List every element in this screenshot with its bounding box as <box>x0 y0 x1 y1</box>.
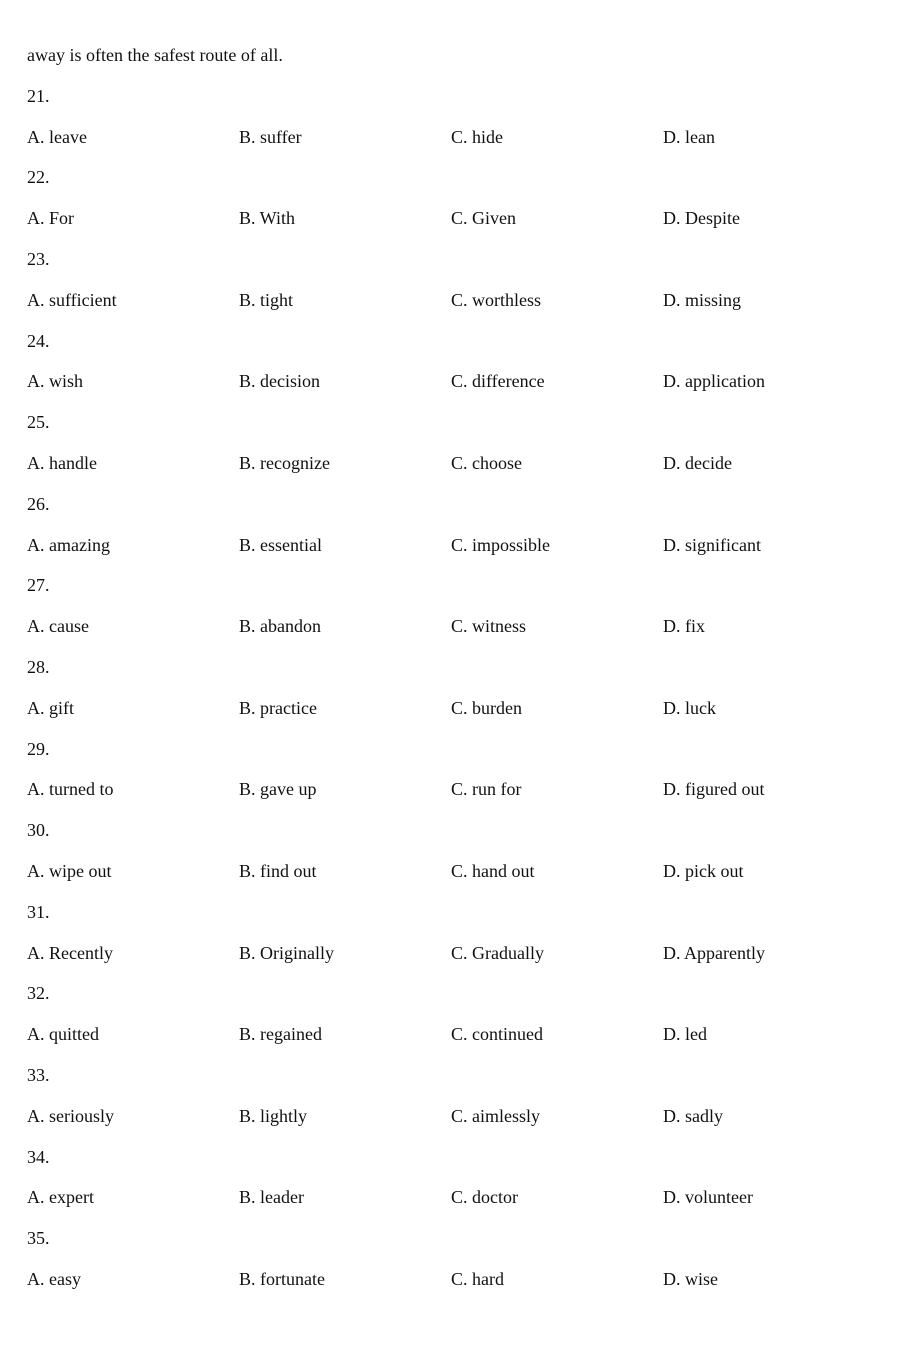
option-d: D. pick out <box>663 860 744 881</box>
question-25 <box>27 411 877 493</box>
option-b: B. find out <box>239 860 317 881</box>
option-d: D. significant <box>663 534 761 555</box>
option-row <box>27 207 877 248</box>
option-a: A. For <box>27 208 75 229</box>
option-d: D. figured out <box>663 779 765 800</box>
question-number: 24. <box>27 330 50 351</box>
option-b: B. tight <box>239 289 294 310</box>
option-row <box>27 370 877 411</box>
option-row <box>27 534 877 575</box>
question-number: 35. <box>27 1228 50 1249</box>
option-a: A. cause <box>27 616 89 637</box>
option-b: B. Originally <box>239 942 334 963</box>
question-21 <box>27 85 877 167</box>
option-d: D. led <box>663 1024 707 1045</box>
question-33 <box>27 1064 877 1146</box>
option-b: B. fortunate <box>239 1268 325 1289</box>
question-34 <box>27 1146 877 1228</box>
question-number: 34. <box>27 1146 50 1167</box>
question-23 <box>27 248 877 330</box>
option-b: B. gave up <box>239 779 317 800</box>
question-number: 21. <box>27 85 50 106</box>
option-row <box>27 942 877 983</box>
option-a: A. sufficient <box>27 289 117 310</box>
question-number: 30. <box>27 820 50 841</box>
question-number: 28. <box>27 656 50 677</box>
option-d: D. wise <box>663 1268 718 1289</box>
option-b: B. leader <box>239 1187 304 1208</box>
document-page <box>27 44 877 1309</box>
option-c: C. choose <box>451 452 522 473</box>
option-b: B. With <box>239 208 295 229</box>
question-number: 33. <box>27 1064 50 1085</box>
option-c: C. run for <box>451 779 522 800</box>
option-c: C. burden <box>451 697 522 718</box>
option-a: A. seriously <box>27 1105 114 1126</box>
question-30 <box>27 819 877 901</box>
option-row <box>27 452 877 493</box>
option-c: C. difference <box>451 371 545 392</box>
option-c: C. Given <box>451 208 516 229</box>
option-c: C. witness <box>451 616 527 637</box>
option-a: A. expert <box>27 1187 94 1208</box>
question-number: 27. <box>27 575 50 596</box>
option-d: D. volunteer <box>663 1187 753 1208</box>
question-number: 22. <box>27 167 50 188</box>
option-row <box>27 697 877 738</box>
option-c: C. hand out <box>451 860 535 881</box>
option-b: B. abandon <box>239 616 321 637</box>
option-b: B. suffer <box>239 126 302 147</box>
option-d: D. fix <box>663 616 705 637</box>
option-row <box>27 1105 877 1146</box>
option-a: A. turned to <box>27 779 114 800</box>
question-27 <box>27 574 877 656</box>
option-b: B. recognize <box>239 452 330 473</box>
option-a: A. wipe out <box>27 860 112 881</box>
option-b: B. practice <box>239 697 317 718</box>
option-d: D. decide <box>663 452 732 473</box>
option-a: A. wish <box>27 371 84 392</box>
option-a: A. Recently <box>27 942 113 963</box>
option-d: D. lean <box>663 126 715 147</box>
option-d: D. luck <box>663 697 716 718</box>
option-c: C. hard <box>451 1268 504 1289</box>
option-a: A. amazing <box>27 534 110 555</box>
option-row <box>27 1186 877 1227</box>
option-c: C. Gradually <box>451 942 544 963</box>
option-row <box>27 778 877 819</box>
option-c: C. impossible <box>451 534 551 555</box>
option-a: A. quitted <box>27 1024 99 1045</box>
passage-text-line: away is often the safest route of all. <box>27 45 283 65</box>
question-number: 23. <box>27 248 50 269</box>
option-row <box>27 1268 877 1309</box>
option-d: D. application <box>663 371 765 392</box>
option-row <box>27 1023 877 1064</box>
option-b: B. regained <box>239 1024 322 1045</box>
question-26 <box>27 493 877 575</box>
question-number: 31. <box>27 901 50 922</box>
option-a: A. gift <box>27 697 74 718</box>
question-24 <box>27 330 877 412</box>
question-number: 29. <box>27 738 50 759</box>
question-32 <box>27 982 877 1064</box>
option-c: C. continued <box>451 1024 543 1045</box>
option-row <box>27 126 877 167</box>
option-d: D. Despite <box>663 208 740 229</box>
option-a: A. easy <box>27 1268 81 1289</box>
option-c: C. doctor <box>451 1187 518 1208</box>
option-a: A. leave <box>27 126 87 147</box>
question-29 <box>27 738 877 820</box>
question-35 <box>27 1227 877 1309</box>
option-c: C. aimlessly <box>451 1105 540 1126</box>
option-d: D. Apparently <box>663 942 765 963</box>
question-22 <box>27 166 877 248</box>
option-row <box>27 615 877 656</box>
option-a: A. handle <box>27 452 97 473</box>
option-b: B. essential <box>239 534 322 555</box>
option-b: B. lightly <box>239 1105 308 1126</box>
question-number: 26. <box>27 493 50 514</box>
option-d: D. missing <box>663 289 742 310</box>
question-number: 25. <box>27 412 50 433</box>
option-c: C. hide <box>451 126 503 147</box>
question-number: 32. <box>27 983 50 1004</box>
question-31 <box>27 901 877 983</box>
option-row <box>27 860 877 901</box>
option-c: C. worthless <box>451 289 541 310</box>
option-d: D. sadly <box>663 1105 723 1126</box>
option-b: B. decision <box>239 371 320 392</box>
question-28 <box>27 656 877 738</box>
option-row <box>27 289 877 330</box>
